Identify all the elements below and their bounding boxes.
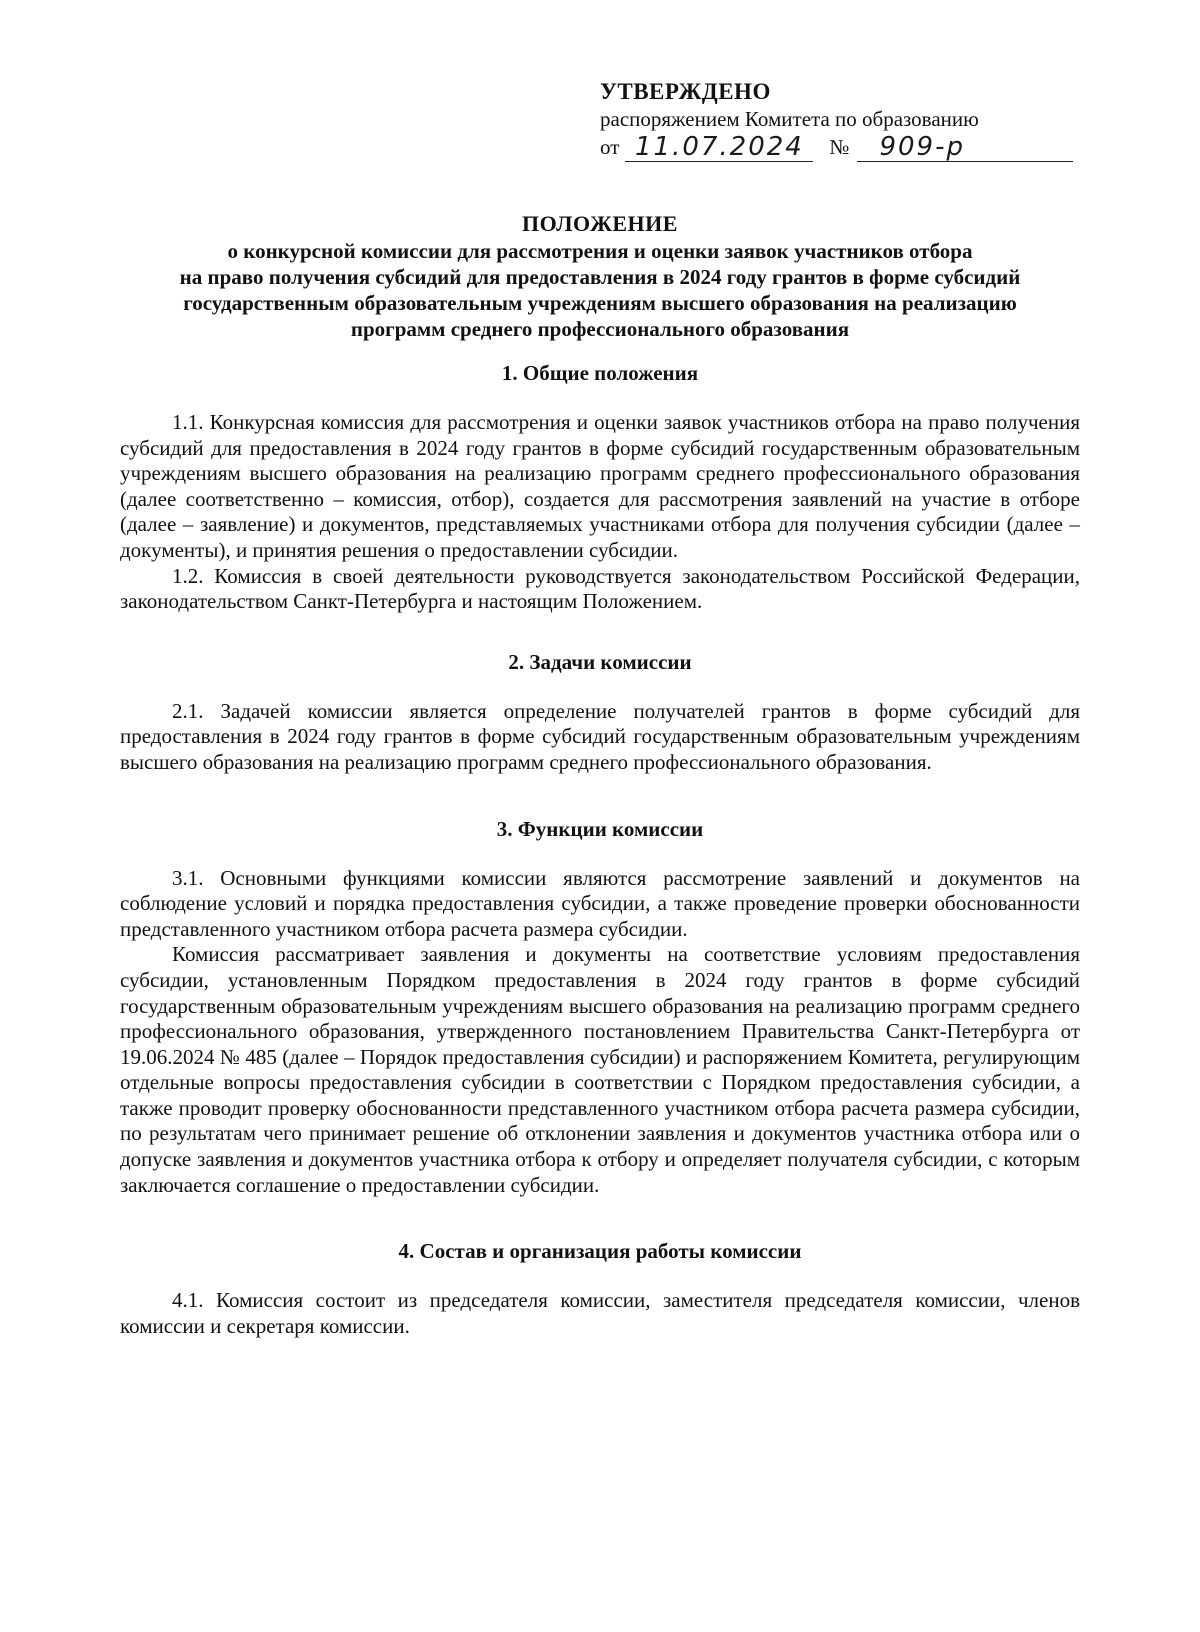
approval-date-line [600, 132, 1120, 162]
paragraph: 4.1. Комиссия состоит из председателя комиссии, заместителя председателя комиссии, членов комиссии и секретаря комиссии. [120, 1288, 1080, 1338]
document-body [120, 360, 1080, 1339]
section-heading: 1. Общие положения [501, 361, 699, 385]
document-subtitle-line: программ среднего профессионального образования [350, 317, 850, 341]
paragraph: 1.1. Конкурсная комиссия для рассмотрения и оценки заявок участников отбора на право получения субсидий для предоставления в 2024 году грантов в форме субсидий государственным образовательным учреждениям высшего образования на реализацию программ среднего профессионального образования (далее соответственно – комиссия, отбор), создается для рассмотрения заявлений на участие в отборе (далее – заявление) и документов, представляемых участниками отбора для получения субсидии (далее – документы), и принятия решения о предоставлении субсидии. [120, 410, 1080, 562]
section-heading: 2. Задачи комиссии [508, 649, 692, 674]
approval-stamp-title: УТВЕРЖДЕНО [600, 79, 771, 104]
document-subtitle-line: государственным образовательным учреждениям высшего образования на реализацию [183, 291, 1017, 315]
document-subtitle-line: о конкурсной комиссии для рассмотрения и оценки заявок участников отбора [227, 239, 973, 263]
section-heading: 4. Состав и организация работы комиссии [398, 1239, 802, 1264]
section-heading: 3. Функции комиссии [496, 816, 704, 841]
section-functions [120, 816, 1080, 1199]
handwritten-number: 909-р [857, 133, 1073, 162]
approval-stamp-line: распоряжением Комитета по образованию [600, 107, 979, 131]
paragraph: 2.1. Задачей комиссии является определение получателей грантов в форме субсидий для предоставления в 2024 году грантов в форме субсидий государственным образовательным учреждениям высшего образования на реализацию программ среднего профессионального образования. [120, 698, 1080, 774]
section-composition [120, 1238, 1080, 1339]
document-subtitle-line: на право получения субсидий для предоставления в 2024 году грантов в форме субсидий [179, 265, 1021, 289]
handwritten-date: 11.07.2024 [625, 133, 813, 162]
document-title-block [120, 210, 1080, 342]
section-general [120, 360, 1080, 615]
section-tasks [120, 649, 1080, 776]
paragraph: Комиссия рассматривает заявления и документы на соответствие условиям предоставления субсидии, установленным Порядком предоставления в 2024 году грантов в форме субсидий государственным образовательным учреждениям высшего образования на реализацию программ среднего профессионального образования, утвержденного постановлением Правительства Санкт-Петербурга от 19.06.2024 № 485 (далее – Порядок предоставления субсидии) и распоряжением Комитета, регулирующим отдельные вопросы предоставления субсидии в соответствии с Порядком предоставления субсидии, а также проводит проверку обоснованности представленного участником отбора расчета размера субсидии, по результатам чего принимает решение об отклонении заявления и документов участника отбора или о допуске заявления и документов участника отбора к отбору и определяет получателя субсидии, с которым заключается соглашение о предоставлении субсидии. [120, 942, 1080, 1197]
date-prefix: от [600, 135, 620, 159]
number-sign: № [829, 135, 850, 159]
paragraph: 1.2. Комиссия в своей деятельности руководствуется законодательством Российской Федерации, законодательством Санкт-Петербурга и настоящим Положением. [120, 563, 1080, 614]
approval-stamp [600, 78, 1120, 162]
paragraph: 3.1. Основными функциями комиссии являются рассмотрение заявлений и документов на соблюдение условий и порядка предоставления субсидии, а также проведение проверки обоснованности представленного участником отбора расчета размера субсидии. [120, 865, 1080, 941]
document-title: ПОЛОЖЕНИЕ [522, 211, 678, 236]
